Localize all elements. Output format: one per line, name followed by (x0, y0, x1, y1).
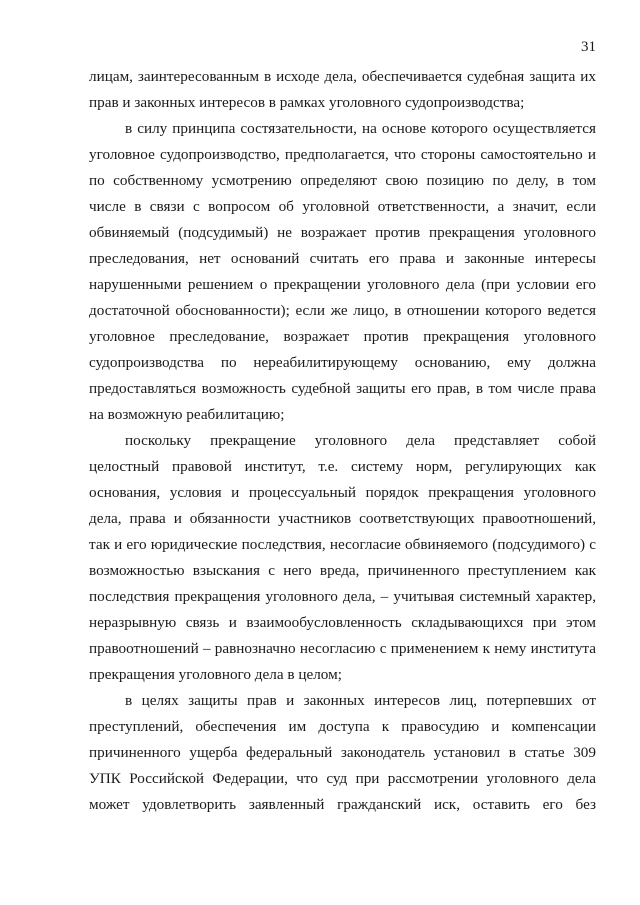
text-line: уголовное судопроизводство, предполагается, что стороны самостоятельно и (89, 146, 596, 163)
text-line: причиненного ущерба федеральный законодатель установил в статье 309 (89, 744, 596, 761)
text-line: нарушенными решением о прекращении уголовного дела (при условии его (89, 276, 596, 293)
text-line: прав и законных интересов в рамках уголовного судопроизводства; (89, 94, 525, 111)
paragraph-2 (89, 116, 596, 428)
text-line: на возможную реабилитацию; (89, 406, 285, 423)
text-line: основания, условия и процессуальный порядок прекращения уголовного (89, 484, 596, 501)
paragraph-1 (89, 64, 596, 116)
text-line: может удовлетворить заявленный гражданский иск, оставить его без (89, 796, 596, 813)
text-line: предоставляться возможность судебной защиты его прав, в том числе права (89, 380, 596, 397)
text-line: числе в связи с вопросом об уголовной ответственности, а значит, если (89, 198, 596, 215)
body-text (89, 64, 596, 818)
paragraph-3 (89, 428, 596, 688)
text-line: по собственному усмотрению определяют свою позицию по делу, в том (89, 172, 596, 189)
text-line: в силу принципа состязательности, на основе которого осуществляется (125, 120, 596, 137)
text-line: так и его юридические последствия, несогласие обвиняемого (подсудимого) с (89, 536, 596, 553)
text-line: обвиняемый (подсудимый) не возражает против прекращения уголовного (89, 224, 596, 241)
text-line: возможностью взыскания с него вреда, причиненного преступлением как (89, 562, 596, 579)
text-line: уголовное преследование, возражает против прекращения уголовного (89, 328, 596, 345)
text-line: УПК Российской Федерации, что суд при рассмотрении уголовного дела (89, 770, 596, 787)
text-line: лицам, заинтересованным в исходе дела, обеспечивается судебная защита их (89, 68, 596, 85)
paragraph-4 (89, 688, 596, 818)
page-number: 31 (581, 39, 596, 55)
text-line: дела, права и обязанности участников соответствующих правоотношений, (89, 510, 596, 527)
text-line: правоотношений – равнозначно несогласию с применением к нему института (89, 640, 596, 657)
text-line: поскольку прекращение уголовного дела представляет собой (125, 432, 596, 449)
text-line: преступлений, обеспечения им доступа к правосудию и компенсации (89, 718, 596, 735)
text-line: достаточной обоснованности); если же лицо, в отношении которого ведется (89, 302, 596, 319)
text-line: неразрывную связь и взаимообусловленность складывающихся при этом (89, 614, 596, 631)
text-line: целостный правовой институт, т.е. систему норм, регулирующих как (89, 458, 596, 475)
text-line: последствия прекращения уголовного дела, – учитывая системный характер, (89, 588, 596, 605)
text-line: судопроизводства по нереабилитирующему основанию, ему должна (89, 354, 596, 371)
text-line: преследования, нет оснований считать его права и законные интересы (89, 250, 596, 267)
text-line: прекращения уголовного дела в целом; (89, 666, 342, 683)
text-line: в целях защиты прав и законных интересов лиц, потерпевших от (125, 692, 596, 709)
